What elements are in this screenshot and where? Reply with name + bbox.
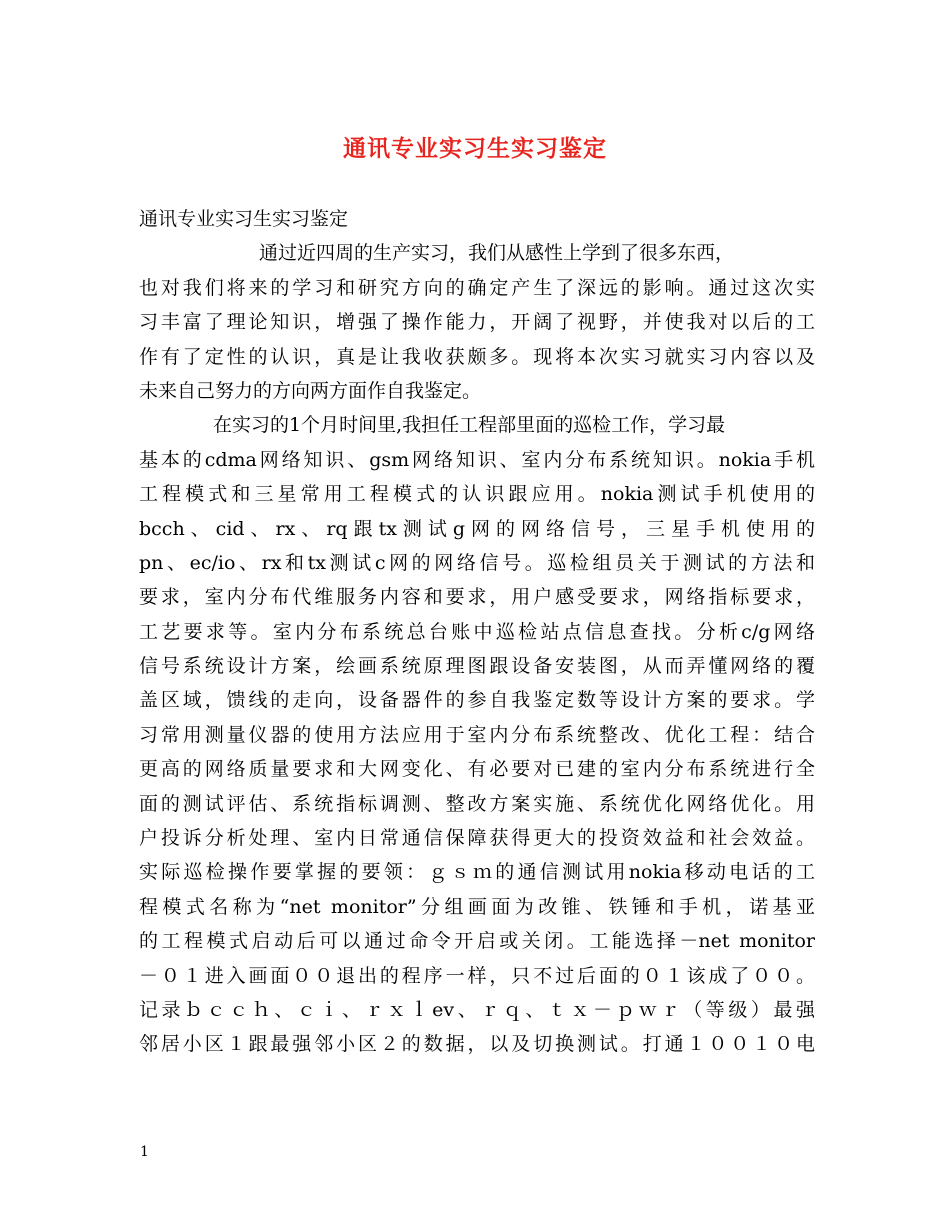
text-line: 要求，室内分布代维服务内容和要求，用户感受要求，网络指标要求， — [139, 586, 815, 609]
document-body — [139, 202, 815, 1062]
text-line: 邻居小区１跟最强邻小区２的数据，以及切换测试。打通１００１０电 — [139, 1033, 815, 1056]
text-line: 通过近四周的生产实习，我们从感性上学到了很多东西， — [259, 242, 735, 265]
text-line: pn、ec/io、rx和tx测试c网的网络信号。巡检组员关于测试的方法和 — [139, 551, 815, 574]
text-line: 习常用测量仪器的使用方法应用于室内分布系统整改、优化工程：结合 — [139, 723, 815, 746]
text-line: 更高的网络质量要求和大网变化、有必要对已建的室内分布系统进行全 — [139, 758, 815, 781]
text-line: 户投诉分析处理、室内日常通信保障获得更大的投资效益和社会效益。 — [139, 827, 815, 850]
text-line: 在实习的1个月时间里,我担任工程部里面的巡检工作，学习最 — [213, 414, 726, 437]
text-line: 未来自己努力的方向两方面作自我鉴定。 — [139, 379, 482, 402]
text-line: 的工程模式启动后可以通过命令开启或关闭。工能选择－net monitor — [139, 930, 815, 953]
text-line: 习丰富了理论知识，增强了操作能力，开阔了视野，并使我对以后的工 — [139, 311, 815, 334]
text-line: 基本的cdma网络知识、gsm网络知识、室内分布系统知识。nokia手机 — [139, 448, 815, 471]
text-line: 盖区域，馈线的走向，设备器件的参自我鉴定数等设计方案的要求。学 — [139, 689, 815, 712]
text-line: －０１进入画面００退出的程序一样，只不过后面的０１该成了００。 — [139, 964, 815, 987]
text-line: 信号系统设计方案，绘画系统原理图跟设备安装图，从而弄懂网络的覆 — [139, 655, 815, 678]
document-title: 通讯专业实习生实习鉴定 — [343, 135, 607, 162]
text-line: 面的测试评估、系统指标调测、整改方案实施、系统优化网络优化。用 — [139, 792, 815, 815]
text-line: 记录ｂｃｃｈ、ｃｉ、ｒｘｌev、ｒｑ、ｔｘ－ｐｗｒ（等级）最强 — [139, 998, 815, 1021]
text-line: 也对我们将来的学习和研究方向的确定产生了深远的影响。通过这次实 — [139, 276, 815, 299]
text-line: 程模式名称为“net monitor”分组画面为改锥、铁锤和手机，诺基亚 — [139, 895, 815, 918]
text-line: 作有了定性的认识，真是让我收获颇多。现将本次实习就实习内容以及 — [139, 345, 815, 368]
text-line: 通讯专业实习生实习鉴定 — [139, 208, 349, 230]
text-line: 实际巡检操作要掌握的要领：ｇｓｍ的通信测试用nokia移动电话的工 — [139, 861, 815, 884]
page-number: 1 — [140, 1144, 149, 1160]
text-line: 工艺要求等。室内分布系统总台账中巡检站点信息查找。分析c/g网络 — [139, 620, 815, 643]
text-line: bcch、cid、rx、rq跟tx测试g网的网络信号，三星手机使用的 — [139, 517, 815, 540]
text-line: 工程模式和三星常用工程模式的认识跟应用。nokia测试手机使用的 — [139, 483, 815, 506]
